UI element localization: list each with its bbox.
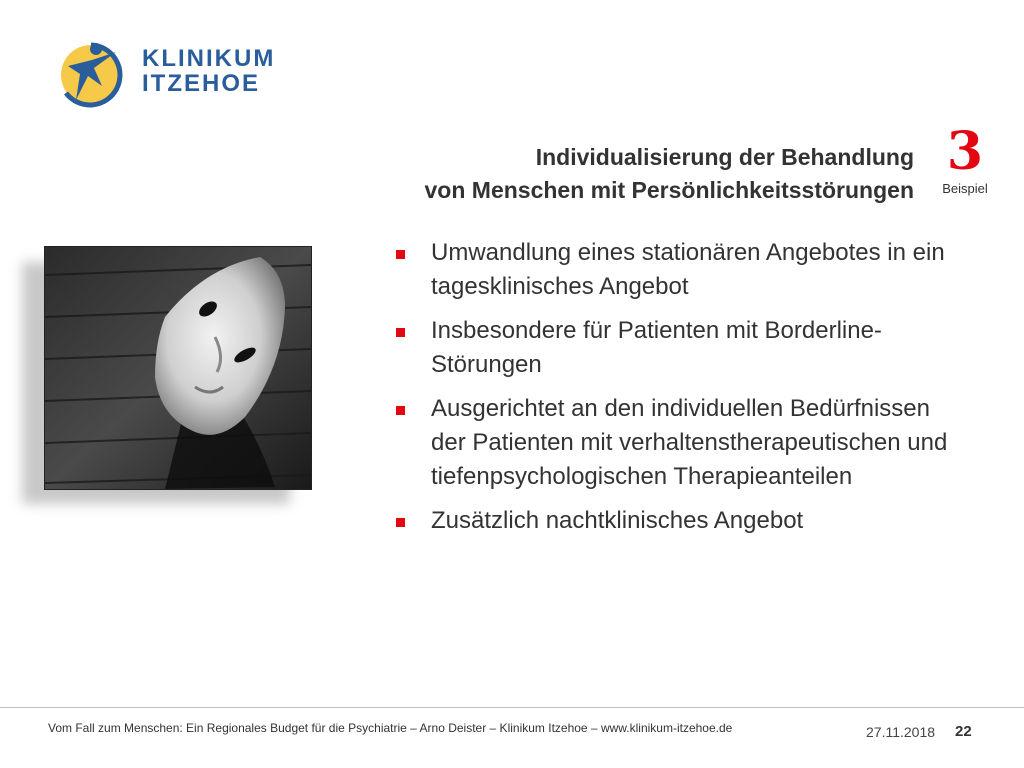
bullet-item bbox=[394, 504, 954, 538]
slide-section-number: 3 bbox=[946, 121, 984, 182]
logo-line-1: KLINIKUM bbox=[142, 45, 276, 72]
klinikum-logo bbox=[58, 38, 298, 110]
title-line-2: von Menschen mit Persönlichkeitsstörungen bbox=[424, 177, 914, 203]
bullet-square-icon bbox=[396, 518, 405, 527]
logo-line-2: ITZEHOE bbox=[142, 70, 261, 97]
bullet-square-icon bbox=[396, 406, 405, 415]
bullet-item bbox=[394, 236, 954, 304]
bullet-text: Insbesondere für Patienten mit Borderline-Störungen bbox=[431, 317, 882, 378]
mask-photo bbox=[44, 246, 312, 490]
bullet-square-icon bbox=[396, 250, 405, 259]
slide-section-label: Beispiel bbox=[942, 181, 988, 196]
bullet-item bbox=[394, 392, 954, 494]
klinikum-person-logo-icon bbox=[58, 38, 128, 108]
bullet-text: Umwandlung eines stationären Angebotes in ein tagesklinisches Angebot bbox=[431, 239, 945, 300]
title-line-1: Individualisierung der Behandlung bbox=[535, 144, 914, 170]
slide-number-block bbox=[930, 121, 1000, 196]
footer-divider bbox=[0, 707, 1024, 708]
bullet-list bbox=[394, 236, 954, 548]
mask-on-wooden-floor-photo bbox=[45, 247, 311, 489]
footer-text: Vom Fall zum Menschen: Ein Regionales Budget für die Psychiatrie – Arno Deister – Klinikum Itzehoe – www.klinikum-itzehoe.de bbox=[48, 721, 733, 735]
bullet-text: Zusätzlich nachtklinisches Angebot bbox=[431, 507, 804, 534]
slide-title bbox=[425, 141, 915, 207]
footer-page-number: 22 bbox=[955, 723, 972, 740]
footer-date: 27.11.2018 bbox=[866, 724, 936, 740]
bullet-text: Ausgerichtet an den individuellen Bedürfnissen der Patienten mit verhaltenstherapeutischen und tiefenpsychologischen Therapieanteilen bbox=[431, 395, 948, 490]
bullet-square-icon bbox=[396, 328, 405, 337]
bullet-item bbox=[394, 314, 954, 382]
